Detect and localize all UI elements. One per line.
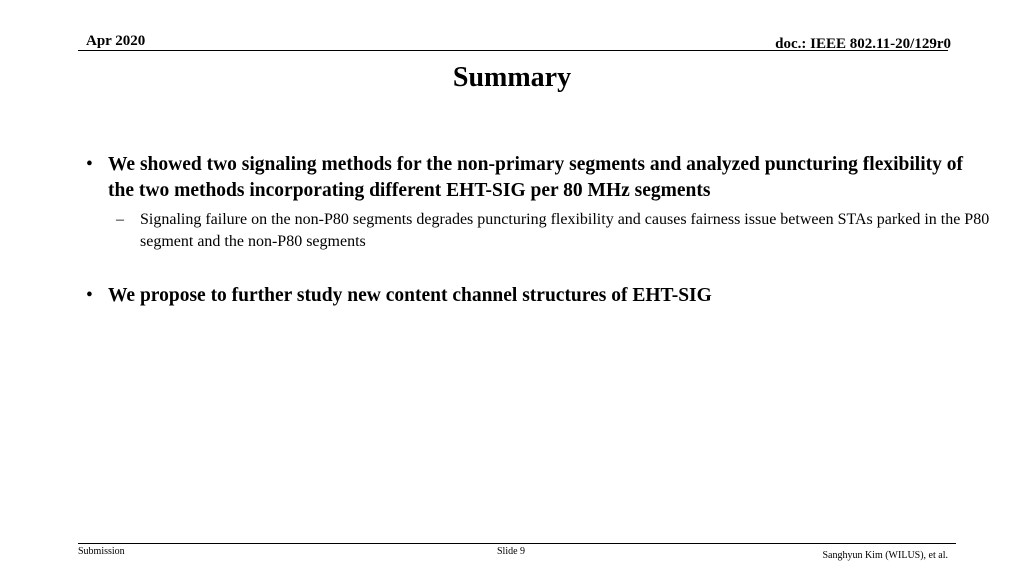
sub-bullet-item-1 [86,209,1020,253]
sub-bullet-text: Signaling failure on the non-P80 segments degrades puncturing flexibility and causes fairness issue between STAs parked in the P80 segment and the non-P80 segments [140,211,990,250]
header-divider [78,50,948,51]
footer-divider [78,543,956,544]
bullet-marker: • [86,154,93,175]
footer-slide-number: Slide 9 [497,546,526,557]
slide-body [86,152,990,309]
bullet-marker: • [86,285,93,306]
spacer [86,253,986,283]
header-doc-id: doc.: IEEE 802.11-20/129r0 [775,36,951,52]
footer-submission: Submission [78,546,125,557]
footer-author: Sanghyun Kim (WILUS), et al. [822,550,948,561]
bullet-item-2 [86,283,986,309]
bullet-text: We showed two signaling methods for the non-primary segments and analyzed puncturing flexibility of the two methods incorporating different EHT-SIG per 80 MHz segments [108,154,963,201]
bullet-item-1 [86,152,986,204]
slide-title: Summary [452,62,572,93]
bullet-text: We propose to further study new content channel structures of EHT-SIG [108,285,712,306]
sub-bullet-marker: – [116,211,124,228]
header-date: Apr 2020 [86,33,146,49]
